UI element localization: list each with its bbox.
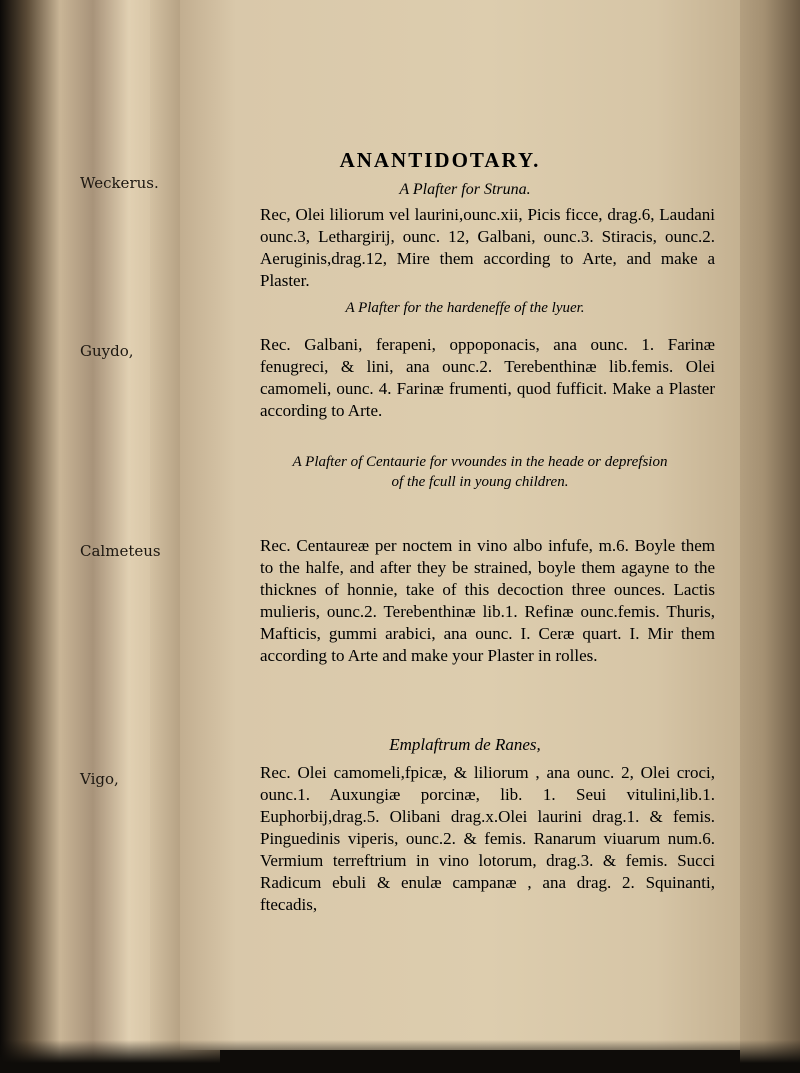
fore-edge xyxy=(740,0,800,1073)
section-heading: A Plafter of Centaurie for vvoundes in the heade or deprefsion of the fcull in young children. xyxy=(292,454,668,490)
sidenote-author: Guydo, xyxy=(80,342,134,360)
recipe-text: Rec. Olei camomeli,fpicæ, & liliorum , ana ounc. 2, Olei croci, ounc.1. Auxungiæ porcinæ, lib. 1. Seui vitulini,lib.1. Euphorbij,drag.5. Olibani drag.x.Olei laurini drag.1. & femis. Pinguedinis viperis, ounc.2. & femis. Ranarum viuarum num.6. Vermium terreftrium in vino lotorum, drag.3. & femis. Succi Radicum ebuli & enulæ campanæ , ana drag. 2. Squinanti, ftecadis, xyxy=(260,763,715,914)
facing-page-edge xyxy=(0,0,150,1073)
sidenote-author: Calmeteus xyxy=(80,542,161,560)
running-head: ANANTIDOTARY. xyxy=(339,148,541,172)
section-heading: Emplaftrum de Ranes, xyxy=(389,735,541,754)
recipe-text: Rec. Galbani, ferapeni, oppoponacis, ana ounc. 1. Farinæ fenugreci, & lini, ana ounc.2. Terebenthinæ lib.femis. Olei camomeli, ounc. 4. Farinæ frumenti, quod fufficit. Make a Plaster according to Arte. xyxy=(260,335,715,420)
sidenote-author: Weckerus. xyxy=(80,174,159,192)
section-heading: A Plafter for the hardeneffe of the lyuer. xyxy=(345,300,585,316)
recipe-text: Rec. Centaureæ per noctem in vino albo infufe, m.6. Boyle them to the halfe, and after they be strained, boyle them agayne to the thicknes of honnie, take of this decoction three ounces. Lactis mulieris, ounc.2. Terebenthinæ lib.1. Refinæ ounc.femis. Thuris, Mafticis, gummi arabici, ana ounc. I. Ceræ quart. I. Mir them according to Arte and make your Plaster in rolles. xyxy=(260,536,715,665)
sidenote-author: Vigo, xyxy=(80,770,119,788)
section-heading: A Plafter for Struna. xyxy=(399,181,531,198)
recipe-text: Rec, Olei liliorum vel laurini,ounc.xii, Picis ficce, drag.6, Laudani ounc.3, Lethargirij, ounc. 12, Galbani, ounc.3. Stiracis, ounc.2. Aeruginis,drag.12, Mire them according to Arte, and make a Plaster. xyxy=(260,205,715,290)
bottom-shadow xyxy=(0,1040,800,1073)
